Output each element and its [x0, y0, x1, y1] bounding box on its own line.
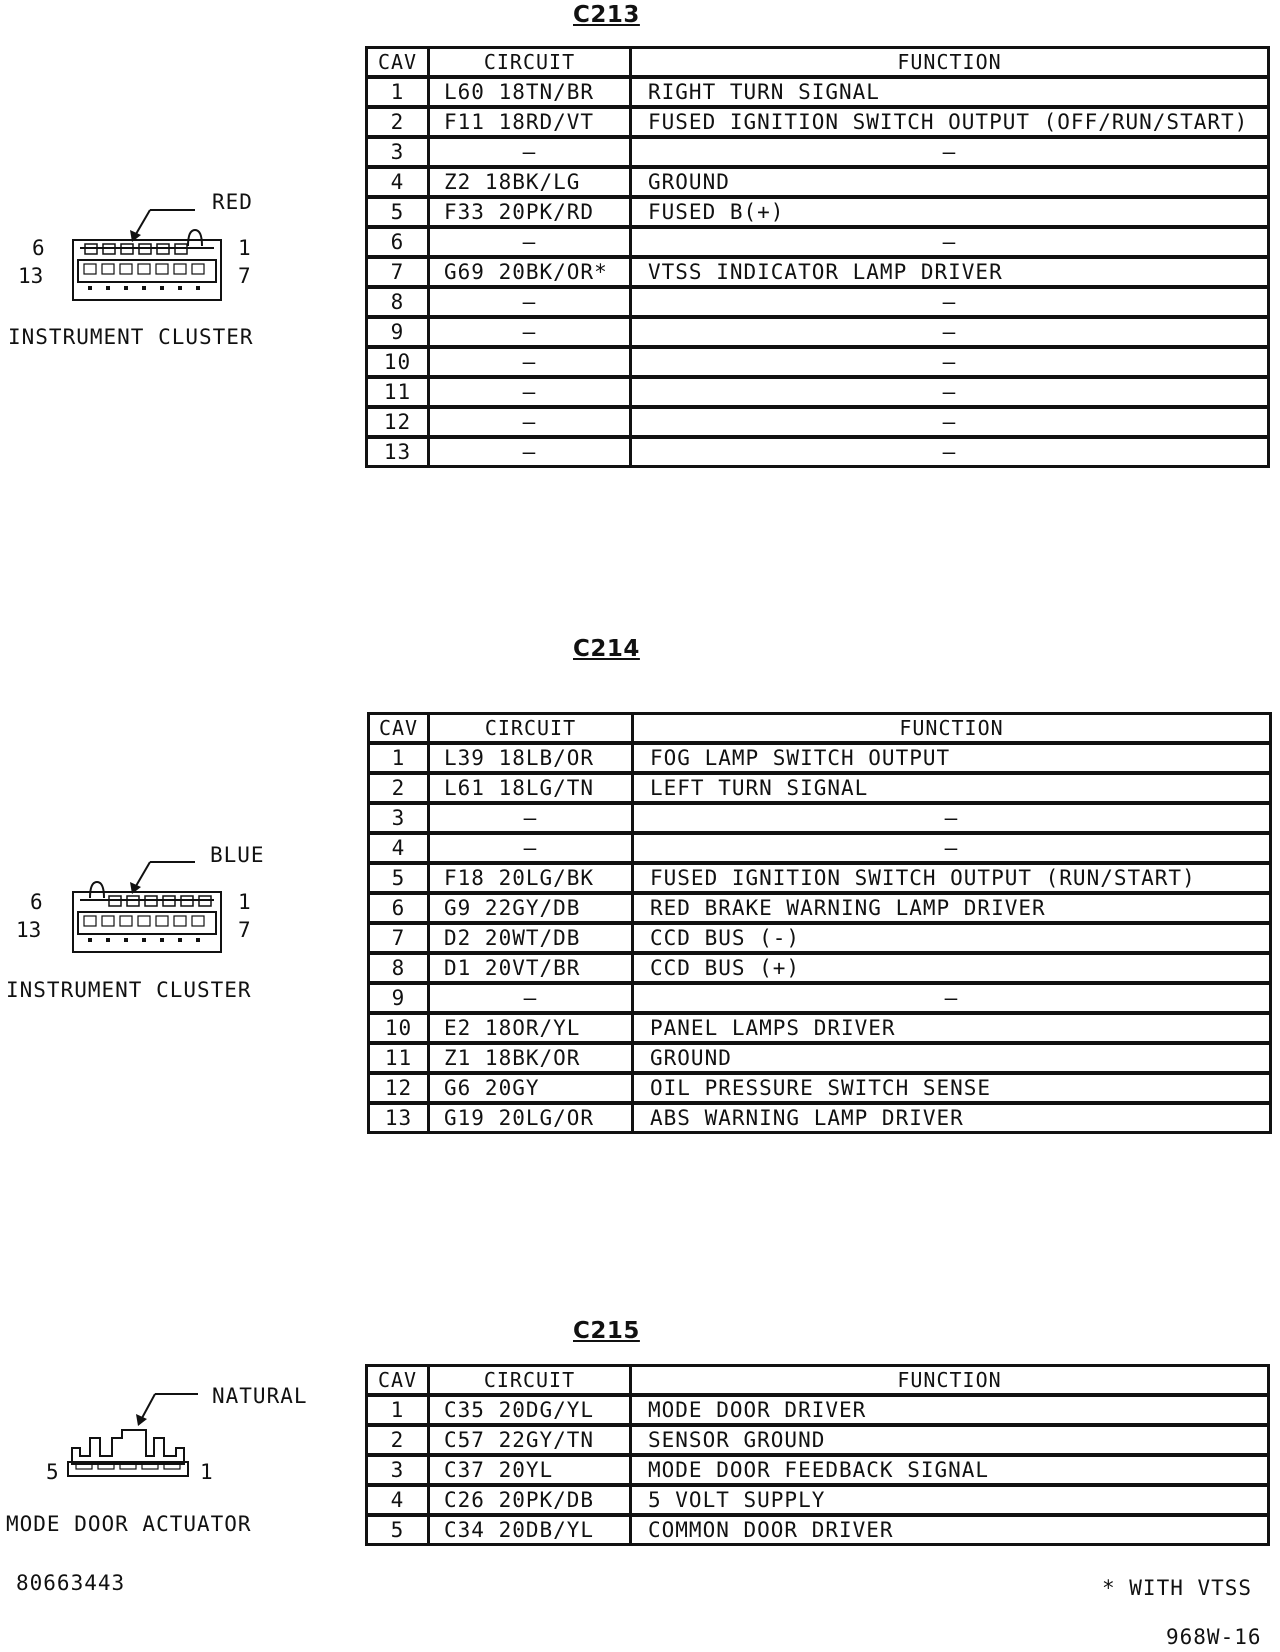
cell-function: CCD BUS (+)	[633, 953, 1271, 983]
table-row	[367, 317, 1269, 347]
component-label-c215: MODE DOOR ACTUATOR	[6, 1512, 252, 1536]
table-row	[367, 107, 1269, 137]
pin-label-top-right: 1	[238, 236, 251, 260]
header-circuit: CIRCUIT	[429, 48, 631, 78]
cell-function: VTSS INDICATOR LAMP DRIVER	[631, 257, 1269, 287]
cell-function: FUSED IGNITION SWITCH OUTPUT (RUN/START)	[633, 863, 1271, 893]
cell-cav: 12	[367, 407, 429, 437]
cell-cav: 10	[369, 1013, 429, 1043]
pin-label-top-left: 6	[30, 890, 43, 914]
cell-circuit: C26 20PK/DB	[429, 1485, 631, 1515]
cell-function: MODE DOOR DRIVER	[631, 1395, 1269, 1425]
cell-function: FUSED IGNITION SWITCH OUTPUT (OFF/RUN/START)	[631, 107, 1269, 137]
pin-label-bottom-right: 7	[238, 918, 251, 942]
cell-function: MODE DOOR FEEDBACK SIGNAL	[631, 1455, 1269, 1485]
table-header-row	[369, 714, 1271, 744]
cell-function: –	[631, 437, 1269, 467]
table-row	[367, 1425, 1269, 1455]
cell-circuit: –	[429, 983, 633, 1013]
cell-circuit: D2 20WT/DB	[429, 923, 633, 953]
table-row	[369, 923, 1271, 953]
cell-cav: 4	[367, 1485, 429, 1515]
cell-circuit: L60 18TN/BR	[429, 77, 631, 107]
table-row	[367, 137, 1269, 167]
cell-cav: 10	[367, 347, 429, 377]
cell-cav: 3	[369, 803, 429, 833]
connector-color-label: NATURAL	[212, 1384, 308, 1408]
table-row	[367, 77, 1269, 107]
cell-cav: 11	[367, 377, 429, 407]
cell-circuit: –	[429, 137, 631, 167]
table-row	[369, 893, 1271, 923]
cell-circuit: –	[429, 437, 631, 467]
cell-cav: 1	[367, 1395, 429, 1425]
cell-cav: 13	[369, 1103, 429, 1133]
connector-title-c215: C215	[573, 1318, 640, 1344]
header-cav: CAV	[367, 48, 429, 78]
cell-circuit: C57 22GY/TN	[429, 1425, 631, 1455]
cell-circuit: –	[429, 317, 631, 347]
cell-cav: 9	[369, 983, 429, 1013]
cell-cav: 5	[367, 197, 429, 227]
cell-function: –	[633, 833, 1271, 863]
cell-circuit: –	[429, 287, 631, 317]
cell-cav: 9	[367, 317, 429, 347]
cell-circuit: Z2 18BK/LG	[429, 167, 631, 197]
table-row	[367, 287, 1269, 317]
table-row	[367, 1395, 1269, 1425]
pin-label-right: 1	[200, 1460, 213, 1484]
cell-cav: 3	[367, 137, 429, 167]
cell-circuit: E2 18OR/YL	[429, 1013, 633, 1043]
component-label-c213: INSTRUMENT CLUSTER	[8, 325, 254, 349]
cell-circuit: –	[429, 377, 631, 407]
table-row	[369, 1073, 1271, 1103]
table-row	[367, 1485, 1269, 1515]
cell-circuit: L61 18LG/TN	[429, 773, 633, 803]
cell-function: FUSED B(+)	[631, 197, 1269, 227]
cell-function: OIL PRESSURE SWITCH SENSE	[633, 1073, 1271, 1103]
cell-cav: 1	[369, 743, 429, 773]
header-cav: CAV	[367, 1366, 429, 1396]
connector-diagram-c215	[50, 1394, 250, 1494]
table-row	[369, 833, 1271, 863]
cell-circuit: C37 20YL	[429, 1455, 631, 1485]
pin-label-bottom-left: 13	[18, 264, 44, 288]
table-row	[369, 983, 1271, 1013]
table-row	[369, 1013, 1271, 1043]
pin-label-bottom-right: 7	[238, 264, 251, 288]
cell-cav: 7	[367, 257, 429, 287]
cell-circuit: L39 18LB/OR	[429, 743, 633, 773]
cell-cav: 12	[369, 1073, 429, 1103]
table-row	[369, 1043, 1271, 1073]
table-row	[367, 197, 1269, 227]
cell-cav: 1	[367, 77, 429, 107]
figure-id: 968W-16	[1166, 1625, 1262, 1649]
table-row	[369, 803, 1271, 833]
table-header-row	[367, 48, 1269, 78]
pinout-table-c215	[365, 1364, 1270, 1546]
cell-circuit: D1 20VT/BR	[429, 953, 633, 983]
cell-cav: 4	[369, 833, 429, 863]
cell-circuit: –	[429, 833, 633, 863]
cell-function: –	[631, 227, 1269, 257]
cell-circuit: Z1 18BK/OR	[429, 1043, 633, 1073]
header-function: FUNCTION	[631, 48, 1269, 78]
cell-circuit: –	[429, 803, 633, 833]
connector-diagram-c214	[40, 862, 240, 952]
table-row	[367, 347, 1269, 377]
cell-cav: 8	[369, 953, 429, 983]
cell-circuit: C34 20DB/YL	[429, 1515, 631, 1545]
cell-function: RED BRAKE WARNING LAMP DRIVER	[633, 893, 1271, 923]
cell-cav: 2	[369, 773, 429, 803]
cell-circuit: C35 20DG/YL	[429, 1395, 631, 1425]
cell-circuit: F33 20PK/RD	[429, 197, 631, 227]
cell-function: PANEL LAMPS DRIVER	[633, 1013, 1271, 1043]
pin-label-top-right: 1	[238, 890, 251, 914]
cell-function: 5 VOLT SUPPLY	[631, 1485, 1269, 1515]
table-row	[367, 407, 1269, 437]
cell-cav: 4	[367, 167, 429, 197]
cell-circuit: G9 22GY/DB	[429, 893, 633, 923]
cell-function: LEFT TURN SIGNAL	[633, 773, 1271, 803]
cell-circuit: –	[429, 407, 631, 437]
connector-title-c213: C213	[573, 2, 640, 28]
cell-circuit: –	[429, 227, 631, 257]
header-circuit: CIRCUIT	[429, 1366, 631, 1396]
cell-function: –	[631, 407, 1269, 437]
cell-cav: 5	[369, 863, 429, 893]
cell-function: FOG LAMP SWITCH OUTPUT	[633, 743, 1271, 773]
pin-label-left: 5	[46, 1460, 59, 1484]
header-cav: CAV	[369, 714, 429, 744]
table-row	[369, 743, 1271, 773]
cell-function: –	[631, 317, 1269, 347]
table-row	[369, 773, 1271, 803]
cell-cav: 6	[367, 227, 429, 257]
cell-cav: 6	[369, 893, 429, 923]
cell-circuit: F11 18RD/VT	[429, 107, 631, 137]
cell-cav: 13	[367, 437, 429, 467]
header-function: FUNCTION	[631, 1366, 1269, 1396]
table-row	[369, 863, 1271, 893]
cell-cav: 7	[369, 923, 429, 953]
pinout-table-c213	[365, 46, 1270, 468]
cell-function: ABS WARNING LAMP DRIVER	[633, 1103, 1271, 1133]
cell-function: –	[631, 347, 1269, 377]
cell-circuit: G6 20GY	[429, 1073, 633, 1103]
cell-cav: 3	[367, 1455, 429, 1485]
connector-title-c214: C214	[573, 636, 640, 662]
table-row	[367, 167, 1269, 197]
pin-label-top-left: 6	[32, 236, 45, 260]
cell-function: CCD BUS (-)	[633, 923, 1271, 953]
table-row	[367, 377, 1269, 407]
pinout-table-c214	[367, 712, 1272, 1134]
cell-cav: 2	[367, 1425, 429, 1455]
pin-label-bottom-left: 13	[16, 918, 42, 942]
cell-function: –	[631, 377, 1269, 407]
header-circuit: CIRCUIT	[429, 714, 633, 744]
table-row	[367, 1515, 1269, 1545]
cell-circuit: –	[429, 347, 631, 377]
table-row	[367, 227, 1269, 257]
connector-color-label: BLUE	[210, 843, 265, 867]
cell-circuit: G19 20LG/OR	[429, 1103, 633, 1133]
cell-function: COMMON DOOR DRIVER	[631, 1515, 1269, 1545]
table-row	[369, 953, 1271, 983]
cell-function: –	[631, 287, 1269, 317]
cell-function: –	[631, 137, 1269, 167]
cell-circuit: F18 20LG/BK	[429, 863, 633, 893]
cell-function: SENSOR GROUND	[631, 1425, 1269, 1455]
header-function: FUNCTION	[633, 714, 1271, 744]
cell-function: GROUND	[633, 1043, 1271, 1073]
connector-diagram-c213	[40, 210, 240, 300]
cell-cav: 2	[367, 107, 429, 137]
cell-circuit: G69 20BK/OR*	[429, 257, 631, 287]
cell-function: GROUND	[631, 167, 1269, 197]
table-header-row	[367, 1366, 1269, 1396]
cell-cav: 11	[369, 1043, 429, 1073]
table-row	[367, 1455, 1269, 1485]
cell-function: –	[633, 803, 1271, 833]
connector-color-label: RED	[212, 190, 253, 214]
table-row	[367, 437, 1269, 467]
cell-function: –	[633, 983, 1271, 1013]
cell-function: RIGHT TURN SIGNAL	[631, 77, 1269, 107]
component-label-c214: INSTRUMENT CLUSTER	[6, 978, 252, 1002]
table-row	[369, 1103, 1271, 1133]
footnote: * WITH VTSS	[1102, 1576, 1253, 1600]
cell-cav: 5	[367, 1515, 429, 1545]
part-number: 80663443	[16, 1571, 126, 1595]
table-row	[367, 257, 1269, 287]
cell-cav: 8	[367, 287, 429, 317]
